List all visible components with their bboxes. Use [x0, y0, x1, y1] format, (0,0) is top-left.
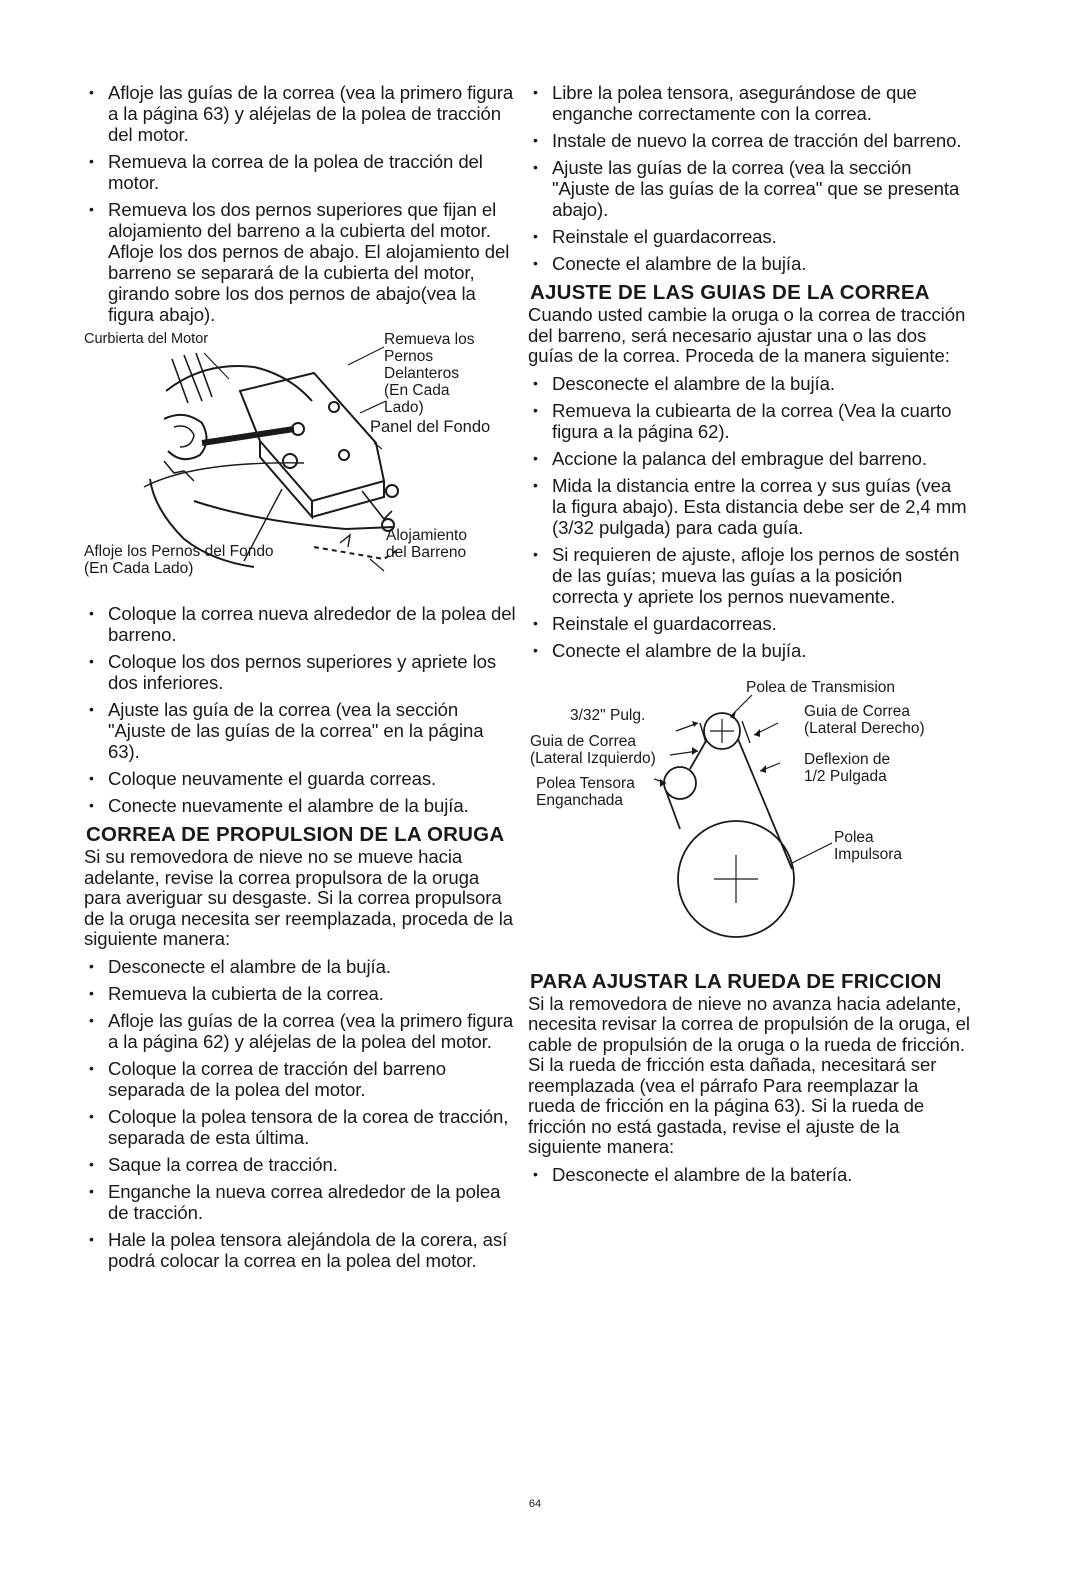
list-item: • Ajuste las guía de la correa (vea la sección "Ajuste de las guías de la correa" en la página 63).: [86, 699, 518, 762]
drive-pulley-label: Polea Impulsora: [834, 828, 903, 863]
list-item: • Hale la polea tensora alejándola de la corera, así podrá colocar la correa en la polea del motor.: [86, 1229, 518, 1271]
idler-pulley-label: Polea Tensora Enganchada: [536, 774, 635, 809]
list-item: • Remueva la correa de la polea de tracción del motor.: [86, 151, 518, 193]
list-item: • Saque la correa de tracción.: [86, 1154, 518, 1175]
motor-cover-label: Curbierta del Motor: [84, 331, 209, 347]
list-item: • Desconecte el alambre de la bujía.: [530, 373, 970, 394]
list-item: • Accione la palanca del embrague del barreno.: [530, 448, 970, 469]
transmission-pulley-label: Polea de Transmision: [746, 678, 896, 696]
list-item: • Remueva la cubierta de la correa.: [86, 983, 518, 1004]
right-guide-label: Guia de Correa (Lateral Derecho): [804, 702, 925, 737]
list-item: • Coloque neuvamente el guarda correas.: [86, 768, 518, 789]
page-number: 64: [528, 1498, 542, 1510]
list-item: • Conecte el alambre de la bujía.: [530, 253, 970, 274]
list-item: • Reinstale el guardacorreas.: [530, 613, 970, 634]
right-bullets-a: [530, 82, 970, 274]
bottom-panel-label: Panel del Fondo: [370, 418, 491, 436]
right-column: [530, 82, 970, 1191]
list-item: • Coloque los dos pernos superiores y apriete los dos inferiores.: [86, 651, 518, 693]
friction-wheel-paragraph: Si la removedora de nieve no avanza hacia adelante, necesita revisar la correa de propulsión de la oruga, el cable de propulsión de la oruga o la rueda de fricción. Si la rueda de fricción esta dañada, necesitará ser reemplazada (vea el párrafo Para reemplazar la rueda de fricción en la página 63). Si la rueda de fricción no está gastada, revise el ajuste de la siguiente manera:: [528, 992, 970, 1157]
list-item: • Libre la polea tensora, asegurándose de que enganche correctamente con la correa.: [530, 82, 970, 124]
left-guide-label: Guia de Correa (Lateral Izquierdo): [530, 732, 656, 767]
bottom-bolts-label: Afloje los Pernos del Fondo (En Cada Lado): [84, 543, 274, 577]
list-item: • Desconecte el alambre de la bujía.: [86, 956, 518, 977]
list-item: • Reinstale el guardacorreas.: [530, 226, 970, 247]
list-item: • Coloque la correa nueva alrededor de la polea del barreno.: [86, 603, 518, 645]
list-item: • Si requieren de ajuste, afloje los pernos de sostén de las guías; mueva las guías a la posición correcta y apriete los pernos nuevamente.: [530, 544, 970, 607]
left-bullets-a: [86, 82, 518, 325]
track-belt-heading: CORREA DE PROPULSION DE LA ORUGA: [86, 823, 505, 846]
spacing-label: 3/32" Pulg.: [570, 706, 646, 724]
track-belt-paragraph: Si su removedora de nieve no se mueve hacia adelante, revise la correa propulsora de la oruga para averiguar su desgaste. Si la correa propulsora de la oruga necesita ser reemplazada, proceda de la siguiente manera:: [84, 846, 514, 949]
list-item: • Coloque la correa de tracción del barreno separada de la polea del motor.: [86, 1058, 518, 1100]
left-bullets-b: [86, 603, 518, 816]
belt-guides-paragraph: Cuando usted cambie la oruga o la correa de tracción del barreno, será necesario ajustar una o las dos guías de la correa. Proceda de la manera siguiente:: [528, 304, 966, 366]
track-belt-steps: [86, 956, 518, 1271]
list-item: • Enganche la nueva correa alrededor de la polea de tracción.: [86, 1181, 518, 1223]
auger-housing-label: Alojamiento del Barreno: [386, 527, 467, 561]
list-item: • Remueva los dos pernos superiores que fijan el alojamiento del barreno a la cubierta del motor. Afloje los dos pernos de abajo. El alojamiento del barreno se separará de la cubierta del motor, girando sobre los dos pernos de abajo(vea la figura abajo).: [86, 199, 518, 325]
list-item: • Instale de nuevo la correa de tracción del barreno.: [530, 130, 970, 151]
friction-wheel-heading: PARA AJUSTAR LA RUEDA DE FRICCION: [530, 969, 942, 993]
belt-guide-figure: [530, 679, 970, 969]
list-item: • Afloje las guías de la correa (vea la primero figura a la página 63) y aléjelas de la polea de tracción del motor.: [86, 82, 518, 145]
left-column: [86, 82, 518, 1277]
list-item: • Desconecte el alambre de la batería.: [530, 1164, 970, 1185]
auger-housing-figure: [84, 331, 504, 603]
list-item: • Mida la distancia entre la correa y sus guías (vea la figura abajo). Esta distancia debe ser de 2,4 mm (3/32 pulgada) para cada guía.: [530, 475, 970, 538]
list-item: • Remueva la cubiearta de la correa (Vea la cuarto figura a la página 62).: [530, 400, 970, 442]
deflection-label: Deflexion de 1/2 Pulgada: [804, 750, 891, 785]
list-item: • Conecte el alambre de la bujía.: [530, 640, 970, 661]
front-bolts-label: Remueva los Pernos Delanteros (En Cada Lado): [384, 331, 475, 416]
list-item: • Afloje las guías de la correa (vea la primero figura a la página 62) y aléjelas de la polea del motor.: [86, 1010, 518, 1052]
list-item: • Conecte nuevamente el alambre de la bujía.: [86, 795, 518, 816]
list-item: • Ajuste las guías de la correa (vea la sección "Ajuste de las guías de la correa" que se presenta abajo).: [530, 157, 970, 220]
belt-guides-heading: AJUSTE DE LAS GUIAS DE LA CORREA: [530, 281, 930, 304]
friction-wheel-steps: [530, 1164, 970, 1185]
list-item: • Coloque la polea tensora de la corea de tracción, separada de esta última.: [86, 1106, 518, 1148]
belt-guides-steps: [530, 373, 970, 661]
